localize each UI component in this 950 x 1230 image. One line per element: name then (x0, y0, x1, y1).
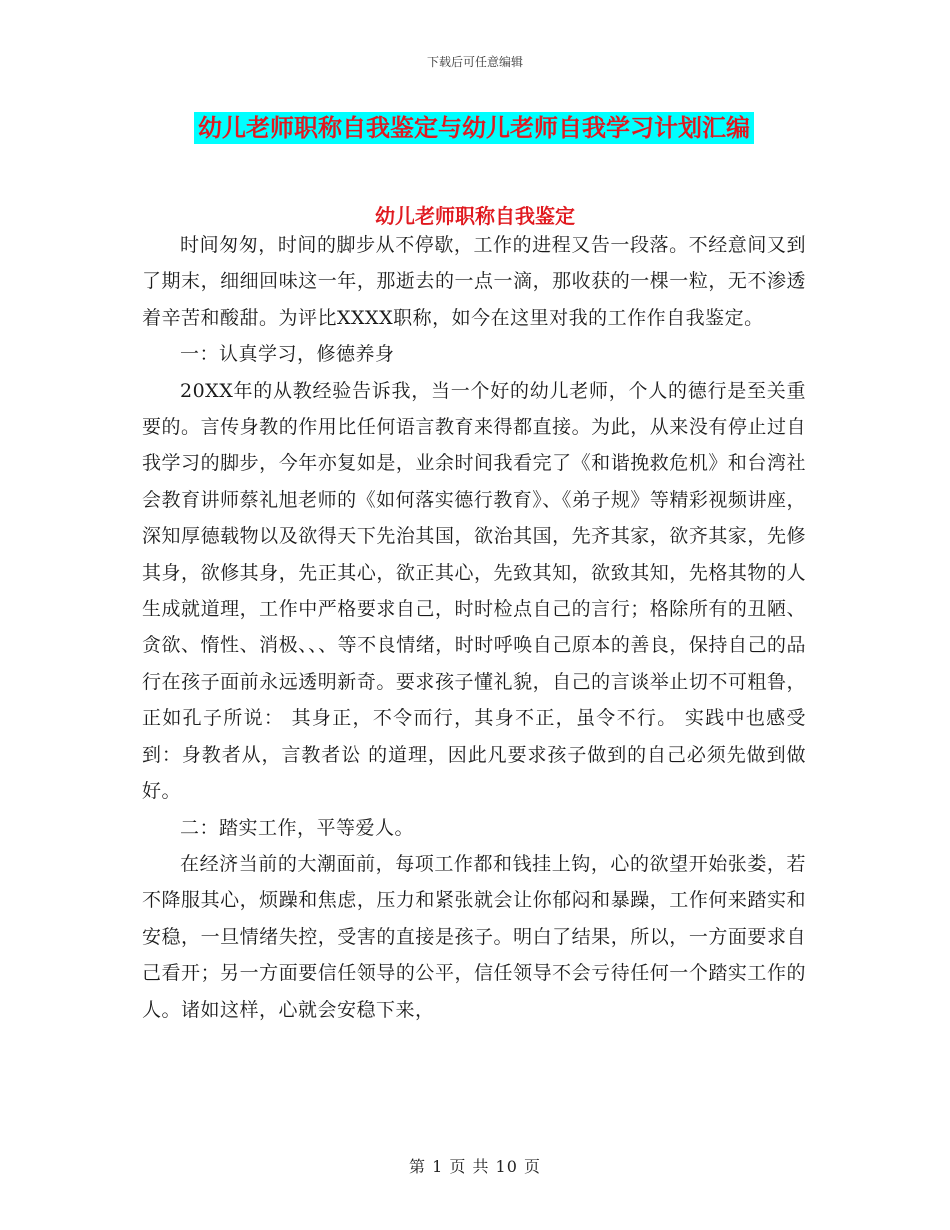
paragraph: 在经济当前的大潮面前，每项工作都和钱挂上钩，心的欲望开始张娄，若不降服其心，烦躁和焦虑，压力和紧张就会让你郁闷和暴躁，工作何来踏实和安稳，一旦情绪失控，受害的直接是孩子。明白了结果，所以，一方面要求自己看开；另一方面要信任领导的公平，信任领导不会亏待任何一个踏实工作的人。诸如这样，心就会安稳下来， (142, 852, 806, 1021)
heading-2: 二：踏实工作，平等爱人。 (180, 816, 415, 839)
paragraph: 时间匆匆，时间的脚步从不停歇，工作的进程又告一段落。不经意间又到了期末，细细回味这一年，那逝去的一点一滴，那收获的一棵一粒，无不渗透着辛苦和酸甜。为评比XXXX职称，如今在这里对我的工作作自我鉴定。 (142, 234, 806, 329)
download-note: 下载后可任意编辑 (426, 55, 523, 69)
document-title: 幼儿老师职称自我鉴定与幼儿老师自我学习计划汇编 (194, 112, 754, 144)
paragraph: 20XX年的从教经验告诉我，当一个好的幼儿老师，个人的德行是至关重要的。言传身教的作用比任何语言教育来得都直接。为此，从来没有停止过自我学习的脚步，今年亦复如是，业余时间我看完了《和谐挽救危机》和台湾社会教育讲师蔡礼旭老师的《如何落实德行教育》、《弟子规》等精彩视频讲座，深知厚德载物以及欲得天下先治其国，欲治其国，先齐其家，欲齐其家，先修其身，欲修其身，先正其心，欲正其心，先致其知，欲致其知，先格其物的人生成就道理，工作中严格要求自己，时时检点自己的言行；格除所有的丑陋、贪欲、惰性、消极、、、等不良情绪，时时呼唤自己原本的善良，保持自己的品行在孩子面前永远透明新奇。要求孩子懂礼貌，自己的言谈举止切不可粗鲁，正如孔子所说： 其身正，不令而行，其身不正，虽令不行。 实践中也感受到：身教者从，言教者讼 的道理，因此凡要求孩子做到的自己必须先做到做好。 (142, 379, 806, 803)
page-number: 第 1 页 共 10 页 (409, 1157, 541, 1176)
heading-1: 一：认真学习，修德养身 (180, 343, 395, 366)
section-title: 幼儿老师职称自我鉴定 (375, 204, 575, 228)
document-body (142, 227, 806, 1028)
